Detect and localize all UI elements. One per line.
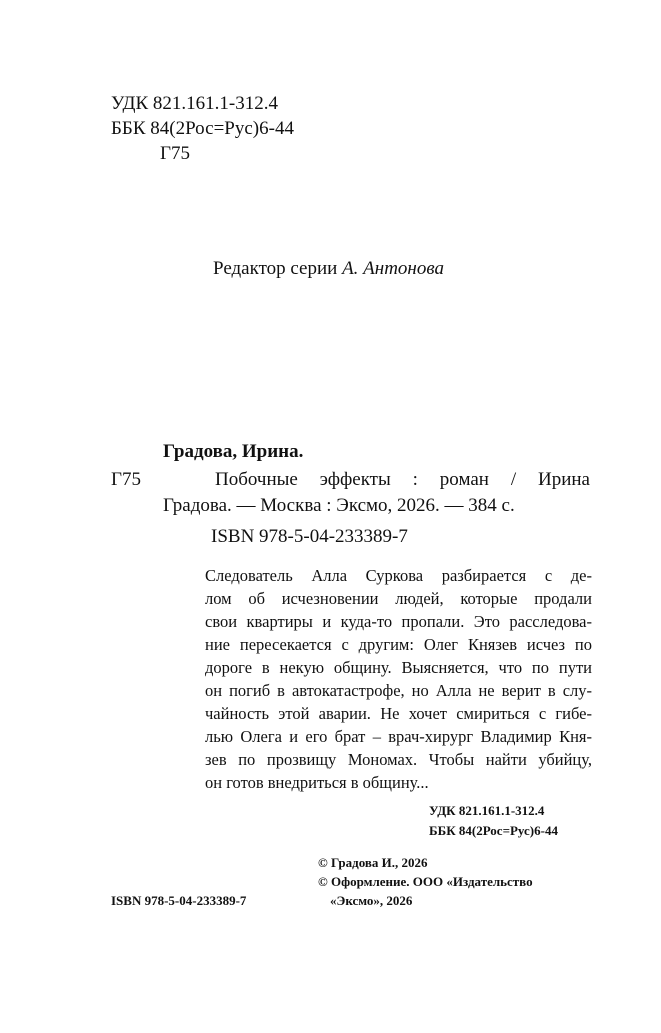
- catalog-title-line: Побочные эффекты : роман / Ирина: [215, 469, 590, 490]
- copyright-design: © Оформление. ООО «Издательство: [318, 874, 533, 889]
- annotation-line: чайность этой аварии. Не хочет смириться с гибе-: [205, 704, 592, 723]
- annotation-line: ние пересекается с другим: Олег Князев исчез по: [205, 635, 592, 654]
- annotation-line: лью Олега и его брат – врач-хирург Владимир Кня-: [205, 727, 592, 746]
- classification-udk: УДК 821.161.1-312.4: [429, 803, 545, 818]
- annotation-line: лом об исчезновении людей, которые продали: [205, 589, 592, 608]
- catalog-publication-line: Градова. — Москва : Эксмо, 2026. — 384 с.: [163, 495, 515, 516]
- series-editor-name: А. Антонова: [342, 258, 444, 279]
- copyright-author: © Градова И., 2026: [318, 855, 428, 870]
- series-editor-label: Редактор серии: [213, 258, 338, 279]
- annotation: [205, 564, 592, 794]
- catalog-code: Г75: [111, 469, 141, 490]
- copyright-publisher: «Эксмо», 2026: [330, 893, 413, 908]
- annotation-line: дороге в некую общину. Выясняется, что по пути: [205, 658, 592, 677]
- annotation-line: он готов внедриться в общину...: [205, 773, 429, 792]
- header-bbk: ББК 84(2Рос=Рус)6-44: [111, 118, 294, 139]
- catalog-isbn: ISBN 978-5-04-233389-7: [211, 526, 408, 547]
- header-author-code: Г75: [160, 143, 190, 164]
- annotation-line: свои квартиры и куда-то пропали. Это расследова-: [205, 612, 592, 631]
- header-udk: УДК 821.161.1-312.4: [111, 93, 278, 114]
- footer-isbn: ISBN 978-5-04-233389-7: [111, 893, 247, 908]
- annotation-line: Следователь Алла Суркова разбирается с де-: [205, 566, 592, 585]
- annotation-line: он погиб в автокатастрофе, но Алла не верит в слу-: [205, 681, 592, 700]
- classification-bbk: ББК 84(2Рос=Рус)6-44: [429, 823, 558, 838]
- annotation-line: зев по прозвищу Мономах. Чтобы найти убийцу,: [205, 750, 592, 769]
- catalog-author: Градова, Ирина.: [163, 441, 304, 462]
- series-editor: [213, 257, 444, 281]
